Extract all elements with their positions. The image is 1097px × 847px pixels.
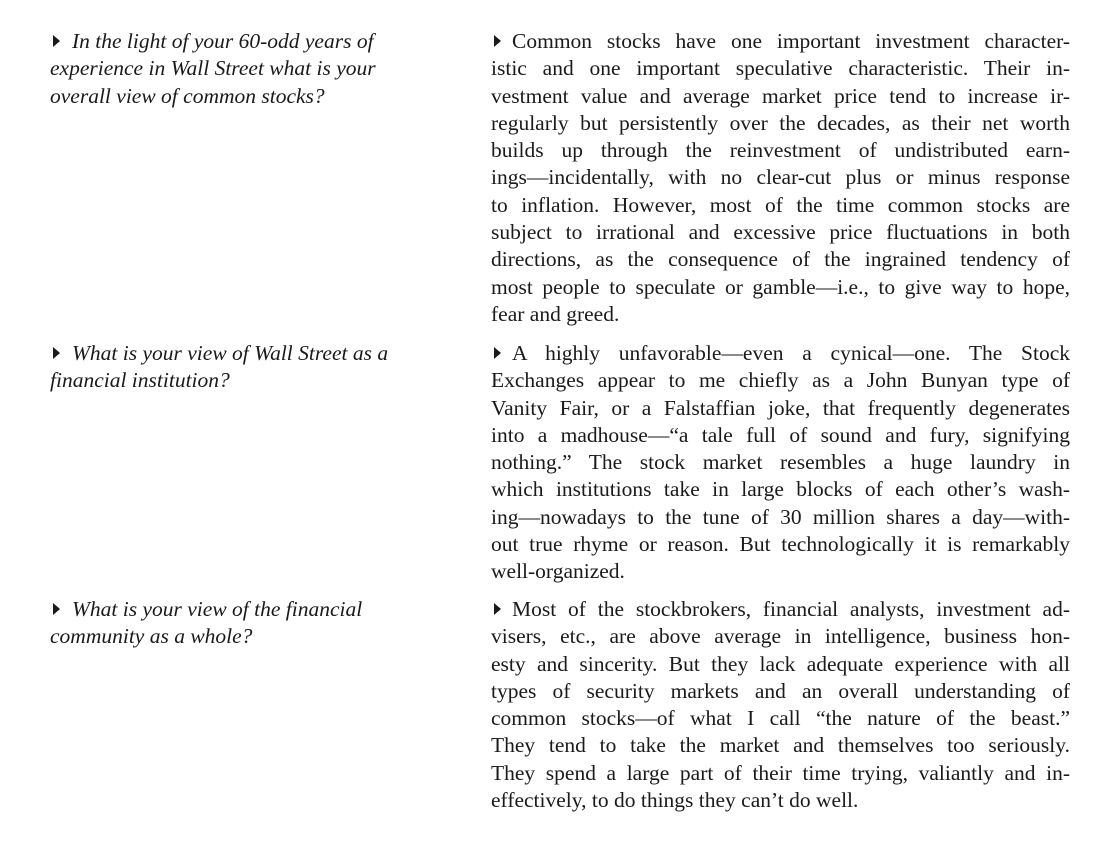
- answer-2: [491, 340, 1070, 586]
- question-3: [50, 596, 450, 651]
- answer-line: subject to irrational and excessive price fluctuations in both: [491, 220, 1070, 245]
- answer-line: istic and one important speculative characteristic. Their in-: [491, 56, 1070, 81]
- triangle-bullet-icon: [494, 603, 501, 615]
- answer-line: directions, as the consequence of the ingrained tendency of: [491, 247, 1070, 272]
- answer-line: which institutions take in large blocks of each other’s wash-: [491, 477, 1070, 502]
- answer-1: [491, 28, 1070, 328]
- answer-line: out true rhyme or reason. But technologically it is remarkably: [491, 532, 1070, 557]
- question-line: community as a whole?: [50, 624, 253, 649]
- answer-line: vestment value and average market price tend to increase ir-: [491, 83, 1070, 108]
- answer-line: They tend to take the market and themselves too seriously.: [491, 733, 1070, 758]
- answer-line: effectively, to do things they can’t do well.: [491, 788, 859, 813]
- triangle-bullet-icon: [494, 35, 501, 47]
- answer-line: A highly unfavorable—even a cynical—one. The Stock: [491, 340, 1070, 367]
- triangle-bullet-icon: [494, 347, 501, 359]
- triangle-bullet-icon: [53, 35, 60, 47]
- answer-line: esty and sincerity. But they lack adequate experience with all: [491, 651, 1070, 676]
- answer-line: ing—nowadays to the tune of 30 million shares a day—with-: [491, 504, 1070, 529]
- answer-line: most people to speculate or gamble—i.e., to give way to hope,: [491, 274, 1070, 299]
- answer-line: fear and greed.: [491, 301, 620, 326]
- answer-line: types of security markets and an overall understanding of: [491, 678, 1070, 703]
- triangle-bullet-icon: [53, 603, 60, 615]
- answer-line: Exchanges appear to me chiefly as a John Bunyan type of: [491, 368, 1070, 393]
- answer-line: into a madhouse—“a tale full of sound and fury, signifying: [491, 422, 1070, 447]
- triangle-bullet-icon: [53, 347, 60, 359]
- question-line: In the light of your 60-odd years of: [50, 28, 450, 55]
- answer-line: well-organized.: [491, 559, 625, 584]
- answer-3: [491, 596, 1070, 814]
- answer-line: Most of the stockbrokers, financial analysts, investment ad-: [491, 596, 1070, 623]
- question-line: What is your view of the financial: [50, 596, 450, 623]
- question-line: financial institution?: [50, 368, 230, 393]
- answer-line: ings—incidentally, with no clear-cut plus or minus response: [491, 165, 1070, 190]
- answer-line: visers, etc., are above average in intelligence, business hon-: [491, 624, 1070, 649]
- answer-line: They spend a large part of their time trying, valiantly and in-: [491, 760, 1070, 785]
- answer-line: common stocks—of what I call “the nature of the beast.”: [491, 706, 1070, 731]
- question-2: [50, 340, 450, 395]
- answer-line: to inflation. However, most of the time common stocks are: [491, 192, 1070, 217]
- answer-line: builds up through the reinvestment of undistributed earn-: [491, 138, 1070, 163]
- answer-line: Common stocks have one important investment character-: [491, 28, 1070, 55]
- answer-line: Vanity Fair, or a Falstaffian joke, that frequently degenerates: [491, 395, 1070, 420]
- question-line: What is your view of Wall Street as a: [50, 340, 450, 367]
- question-line: experience in Wall Street what is your: [50, 56, 376, 81]
- answer-line: nothing.” The stock market resembles a huge laundry in: [491, 450, 1070, 475]
- answer-line: regularly but persistently over the decades, as their net worth: [491, 110, 1070, 135]
- question-line: overall view of common stocks?: [50, 83, 325, 108]
- question-1: [50, 28, 450, 110]
